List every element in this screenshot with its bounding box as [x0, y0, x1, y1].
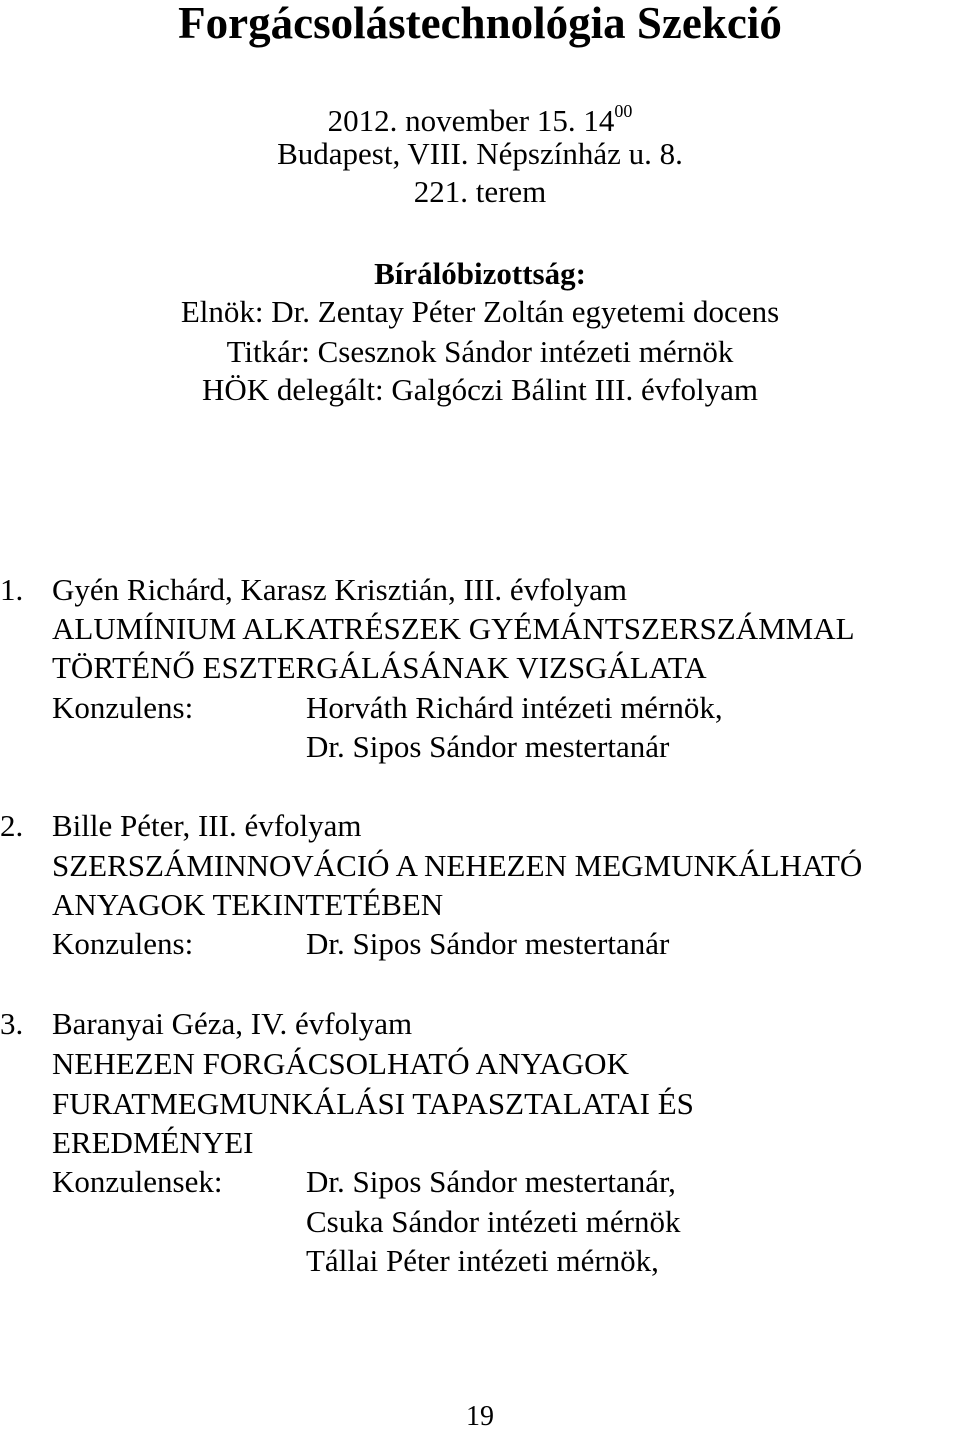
entry-3-advisor-2: Csuka Sándor intézeti mérnök — [306, 1204, 681, 1239]
entry-2-advisor-label: Konzulens: — [52, 926, 194, 961]
entry-1-number: 1. — [0, 572, 24, 607]
entry-2-number: 2. — [0, 808, 24, 843]
committee-secretary: Titkár: Csesznok Sándor intézeti mérnök — [226, 334, 734, 369]
committee-heading: Bírálóbizottság: — [374, 256, 586, 291]
page-number: 19 — [466, 1401, 494, 1432]
entry-1-title-line-1: ALUMÍNIUM ALKATRÉSZEK GYÉMÁNTSZERSZÁMMAL — [52, 611, 855, 646]
entry-1-title-line-2: TÖRTÉNŐ ESZTERGÁLÁSÁNAK VIZSGÁLATA — [52, 650, 707, 685]
entry-3-number: 3. — [0, 1006, 24, 1041]
entry-3-advisor-label: Konzulensek: — [52, 1164, 223, 1199]
event-date-text: 2012. november 15. 14 — [327, 103, 615, 138]
entry-1-authors: Gyén Richárd, Karasz Krisztián, III. évfolyam — [52, 572, 627, 607]
event-room: 221. terem — [413, 174, 547, 209]
event-date — [0, 92, 960, 140]
event-time-superscript: 00 — [614, 101, 633, 121]
entry-2-advisor-1: Dr. Sipos Sándor mestertanár — [306, 926, 670, 961]
entry-2-authors: Bille Péter, III. évfolyam — [52, 808, 362, 843]
entry-3-title-line-2: FURATMEGMUNKÁLÁSI TAPASZTALATAI ÉS — [52, 1086, 694, 1121]
entry-3-title-line-3: EREDMÉNYEI — [52, 1125, 254, 1160]
entry-1-advisor-2: Dr. Sipos Sándor mestertanár — [306, 729, 670, 764]
entry-3-authors: Baranyai Géza, IV. évfolyam — [52, 1006, 413, 1041]
entry-3-advisor-1: Dr. Sipos Sándor mestertanár, — [306, 1164, 676, 1199]
entry-3-advisor-3: Tállai Péter intézeti mérnök, — [306, 1243, 659, 1278]
entry-1-advisor-label: Konzulens: — [52, 690, 194, 725]
committee-chair: Elnök: Dr. Zentay Péter Zoltán egyetemi docens — [180, 294, 780, 329]
entry-1-advisor-1: Horváth Richárd intézeti mérnök, — [306, 690, 723, 725]
event-address: Budapest, VIII. Népszínház u. 8. — [277, 136, 683, 171]
page-title: Forgácsolástechnológia Szekció — [178, 0, 782, 48]
entry-2-title-line-2: ANYAGOK TEKINTETÉBEN — [52, 887, 444, 922]
entry-2-title-line-1: SZERSZÁMINNOVÁCIÓ A NEHEZEN MEGMUNKÁLHATÓ — [52, 848, 863, 883]
entry-3-title-line-1: NEHEZEN FORGÁCSOLHATÓ ANYAGOK — [52, 1046, 629, 1081]
committee-delegate: HÖK delegált: Galgóczi Bálint III. évfolyam — [201, 372, 759, 407]
